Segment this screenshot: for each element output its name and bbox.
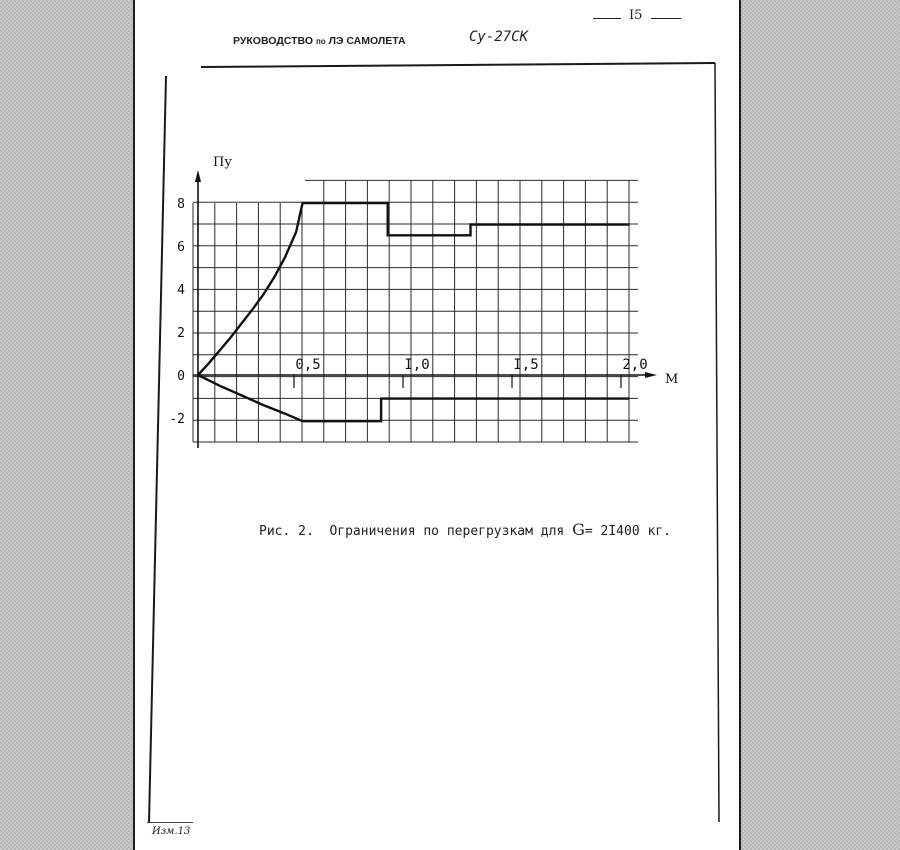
caption-suffix: = 2I400 кг.	[584, 524, 671, 539]
y-tick-label: 8	[177, 197, 185, 212]
y-tick-label: -2	[169, 412, 185, 427]
frame-left-line	[149, 76, 166, 822]
x-axis-title: М	[665, 372, 679, 387]
figure-caption	[259, 520, 671, 539]
aircraft-code: Су-27СК	[469, 29, 529, 45]
y-tick-label: 2	[177, 326, 185, 341]
load-factor-chart	[135, 0, 739, 850]
header-title-small: по	[315, 37, 326, 46]
stamp-line	[147, 822, 193, 823]
frame-top-line	[201, 63, 715, 67]
revision-stamp: Изм.13	[152, 826, 191, 837]
y-axis-arrow	[195, 170, 201, 182]
frame-right-line	[715, 63, 719, 822]
caption-prefix: Рис. 2. Ограничения по перегрузкам для	[259, 524, 565, 539]
page-number: I5	[629, 8, 643, 23]
y-axis-title: Пу	[213, 155, 232, 170]
document-page	[133, 0, 741, 850]
y-tick-label: 4	[177, 283, 185, 298]
x-tick-label: I,5	[513, 357, 539, 373]
caption-symbol: G	[572, 520, 585, 539]
x-tick-label: 2,0	[622, 357, 648, 373]
x-tick-label: I,0	[404, 357, 430, 373]
chart-labels	[169, 155, 678, 427]
y-tick-label: 0	[177, 369, 185, 384]
chart-series	[198, 203, 630, 421]
x-tick-label: 0,5	[295, 357, 321, 373]
header-title-caps: РУКОВОДСТВО	[233, 35, 314, 47]
chart-axes	[193, 170, 657, 448]
y-tick-label: 6	[177, 240, 185, 255]
header-title-rest: ЛЭ САМОЛЕТА	[328, 35, 406, 47]
